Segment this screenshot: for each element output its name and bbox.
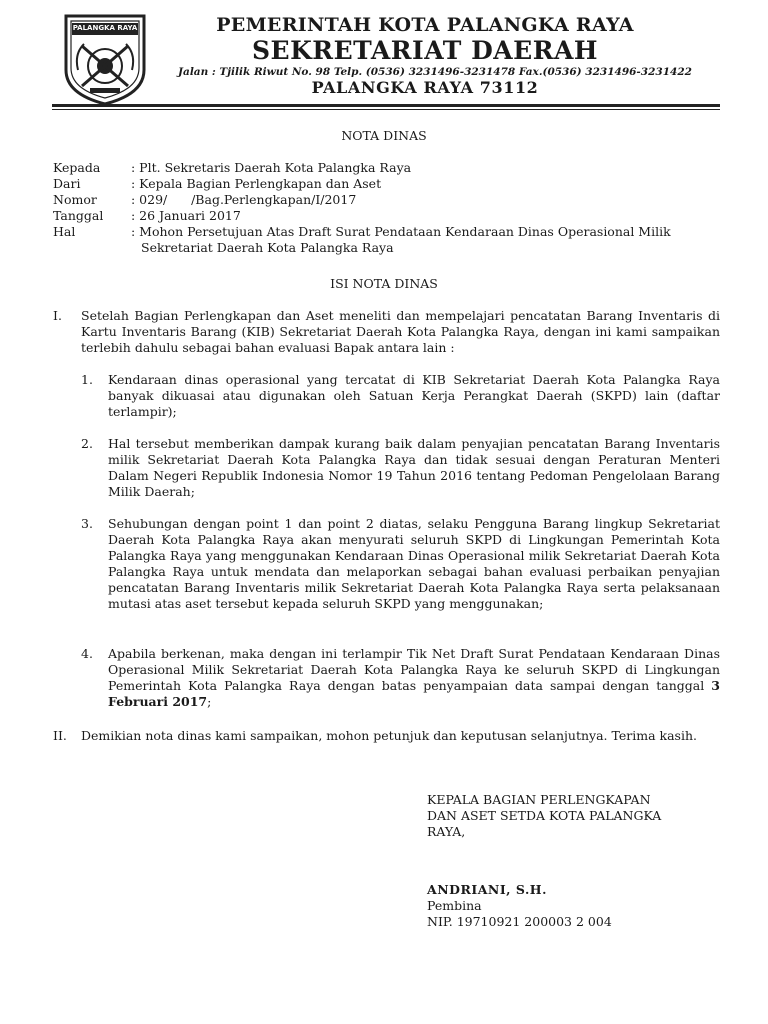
field-nomor	[53, 192, 723, 208]
signer-nip: NIP. 19710921 200003 2 004	[427, 914, 612, 929]
point-4-body: Apabila berkenan, maka dengan ini terlampir Tik Net Draft Surat Pendataan Kendaraan Dinas Operasional Milik Sekretariat Daerah Kota Palangka Raya ke seluruh SKPD di Lingkungan Pemerintah Kota Palangka Raya dengan batas penyampaian data sampai dengan tanggal	[108, 646, 720, 693]
section-2-number: II.	[53, 728, 67, 743]
point-3-number: 3.	[81, 516, 93, 531]
section-1-number: I.	[53, 308, 62, 323]
signature-space	[427, 840, 727, 882]
field-value: : Kepala Bagian Perlengkapan dan Aset	[131, 176, 382, 191]
letterhead-rule-thin	[52, 109, 720, 110]
signer-position-line: RAYA,	[427, 824, 466, 839]
deadline-date: 3 Februari 2017	[108, 678, 720, 709]
section-2-text: Demikian nota dinas kami sampaikan, mohon petunjuk dan keputusan selanjutnya. Terima kasih.	[81, 728, 697, 743]
point-4-text	[108, 646, 720, 710]
field-value: : Plt. Sekretaris Daerah Kota Palangka Raya	[131, 160, 412, 175]
point-1-number: 1.	[81, 372, 93, 387]
point-2-text: Hal tersebut memberikan dampak kurang baik dalam penyajian pencatatan Barang Inventaris milik Sekretariat Daerah Kota Palangka Raya dan tidak sesuai dengan Peraturan Menteri Dalam Negeri Republik Indonesia Nomor 19 Tahun 2016 tentang Pedoman Pengelolaan Barang Milik Daerah;	[108, 436, 720, 499]
signer-rank: Pembina	[427, 898, 482, 913]
field-label: Tanggal	[53, 208, 104, 223]
signer-name: ANDRIANI, S.H.	[427, 882, 547, 897]
point-4-tail: ;	[207, 694, 212, 709]
point-2-number: 2.	[81, 436, 93, 451]
field-label: Kepada	[53, 160, 101, 175]
office-name: SEKRETARIAT DAERAH	[251, 36, 599, 65]
field-hal	[53, 224, 723, 240]
letterhead-rule-thick	[52, 104, 720, 107]
city-postcode: PALANGKA RAYA 73112	[311, 78, 539, 97]
point-4-number: 4.	[81, 646, 93, 661]
memo-header-fields	[53, 160, 723, 256]
field-tanggal	[53, 208, 723, 224]
section-1-text: Setelah Bagian Perlengkapan dan Aset meneliti dan mempelajari pencatatan Barang Inventaris di Kartu Inventaris Barang (KIB) Sekretariat Daerah Kota Palangka Raya, dengan ini kami sampaikan terlebih dahulu sebagai bahan evaluasi Bapak antara lain :	[81, 308, 720, 355]
logo-text: PALANGKA RAYA	[72, 24, 138, 32]
document-title: NOTA DINAS	[341, 128, 427, 143]
section-title: ISI NOTA DINAS	[330, 276, 438, 291]
point-3-text: Sehubungan dengan point 1 dan point 2 diatas, selaku Pengguna Barang lingkup Sekretariat Daerah Kota Palangka Raya akan menyurati seluruh SKPD di Lingkungan Pemerintah Kota Palangka Raya yang menggunakan Kendaraan Dinas Operasional milik Sekretariat Daerah Kota Palangka Raya untuk mendata dan melaporkan sebagai bahan evaluasi perbaikan penyajian pencatatan Barang Inventaris milik Sekretariat Daerah Kota Palangka Raya serta pelaksanaan mutasi atas aset tersebut kepada seluruh SKPD yang menggunakan;	[108, 516, 720, 611]
field-kepada	[53, 160, 723, 176]
government-name: PEMERINTAH KOTA PALANGKA RAYA	[216, 14, 634, 36]
office-address: Jalan : Tjilik Riwut No. 98 Telp. (0536) 3231496-3231478 Fax.(0536) 3231496-3231422	[178, 66, 692, 78]
field-value: : Mohon Persetujuan Atas Draft Surat Pendataan Kendaraan Dinas Operasional Milik	[131, 224, 671, 239]
field-label: Nomor	[53, 192, 97, 207]
field-hal-continued	[53, 240, 723, 256]
field-value-continued: Sekretariat Daerah Kota Palangka Raya	[141, 240, 394, 255]
signer-position-line: KEPALA BAGIAN PERLENGKAPAN	[427, 792, 651, 807]
signer-position-line: DAN ASET SETDA KOTA PALANGKA	[427, 808, 662, 823]
field-value: : 26 Januari 2017	[131, 208, 241, 223]
field-label: Hal	[53, 224, 76, 239]
field-value: : 029/ /Bag.Perlengkapan/I/2017	[131, 192, 357, 207]
field-dari	[53, 176, 723, 192]
signature-block	[427, 792, 727, 930]
point-1-text: Kendaraan dinas operasional yang tercatat di KIB Sekretariat Daerah Kota Palangka Raya banyak dikuasai atau digunakan oleh Satuan Kerja Perangkat Daerah (SKPD) lain (daftar terlampir);	[108, 372, 720, 419]
field-label: Dari	[53, 176, 81, 191]
